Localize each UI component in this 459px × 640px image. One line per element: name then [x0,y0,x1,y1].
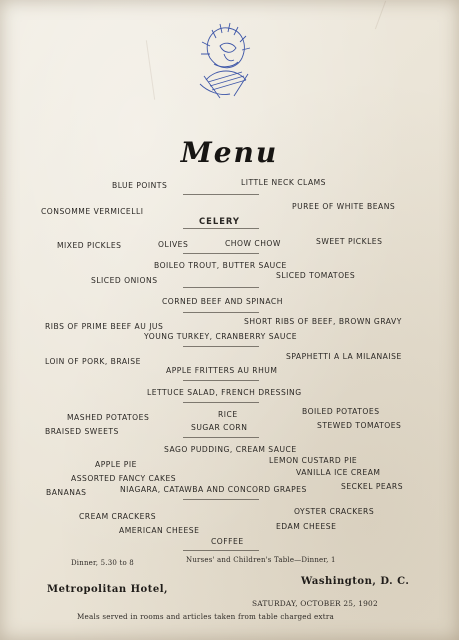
menu-item: LITTLE NECK CLAMS [241,178,327,187]
crease-mark [375,1,386,30]
menu-item: OYSTER CRACKERS [294,507,375,516]
menu-item: CORNED BEEF AND SPINACH [162,297,283,306]
menu-item: SPAPHETTI A LA MILANAISE [286,352,402,361]
menu-item: BRAISED SWEETS [45,427,119,436]
service-note: Meals served in rooms and articles taken from table charged extra [77,612,334,621]
menu-item: STEWED TOMATOES [317,421,402,430]
menu-item: AMERICAN CHEESE [119,526,200,535]
menu-item: YOUNG TURKEY, CRANBERRY SAUCE [144,332,298,341]
section-divider [183,380,259,381]
menu-item: VANILLA ICE CREAM [296,468,381,477]
menu-item: SAGO PUDDING, CREAM SAUCE [164,445,297,454]
menu-item: CREAM CRACKERS [79,512,157,521]
dinner-hours: Dinner, 5.30 to 8 [71,559,134,567]
menu-item: BLUE POINTS [112,181,168,190]
section-divider [183,437,259,438]
section-divider [183,346,259,347]
menu-item: COFFEE [211,537,244,546]
nurses-table-note: Nurses' and Children's Table—Dinner, 1 [186,556,336,564]
menu-title: Menu [180,136,279,169]
section-divider [183,253,259,254]
menu-item: OLIVES [158,240,189,249]
menu-date: SATURDAY, OCTOBER 25, 1902 [252,599,378,608]
section-divider [183,194,259,195]
menu-item: APPLE PIE [95,460,137,469]
crease-mark [146,40,155,100]
section-divider [183,550,259,551]
menu-item: NIAGARA, CATAWBA AND CONCORD GRAPES [120,485,307,494]
menu-item: BOILED POTATOES [302,407,380,416]
menu-item: BANANAS [46,488,87,497]
menu-item: MASHED POTATOES [67,413,150,422]
section-divider [183,499,259,500]
menu-item: SHORT RIBS OF BEEF, BROWN GRAVY [244,317,402,326]
section-divider [183,228,259,229]
crest-emblem-icon [190,18,258,104]
menu-item: APPLE FRITTERS AU RHUM [166,366,278,375]
menu-item: SLICED ONIONS [91,276,158,285]
section-divider [183,287,259,288]
menu-item: CHOW CHOW [225,239,281,248]
section-divider [183,312,259,313]
menu-item: SWEET PICKLES [316,237,383,246]
menu-item: BOILEO TROUT, BUTTER SAUCE [154,261,287,270]
menu-item: LOIN OF PORK, BRAISE [45,357,141,366]
hotel-city: Washington, D. C. [301,576,410,587]
menu-item: LEMON CUSTARD PIE [269,456,358,465]
menu-item: CONSOMME VERMICELLI [41,207,144,216]
menu-item: RIBS OF PRIME BEEF AU JUS [45,322,164,331]
menu-item: MIXED PICKLES [57,241,122,250]
menu-item: EDAM CHEESE [276,522,337,531]
menu-item: CELERY [199,216,240,226]
menu-item: PUREE OF WHITE BEANS [292,202,396,211]
menu-item: SECKEL PEARS [341,482,404,491]
section-divider [183,402,259,403]
hotel-name: Metropolitan Hotel, [47,584,168,595]
menu-item: SUGAR CORN [191,423,248,432]
menu-item: ASSORTED FANCY CAKES [71,474,177,483]
menu-item: SLICED TOMATOES [276,271,356,280]
menu-item: RICE [218,410,238,419]
menu-item: LETTUCE SALAD, FRENCH DRESSING [147,388,302,397]
